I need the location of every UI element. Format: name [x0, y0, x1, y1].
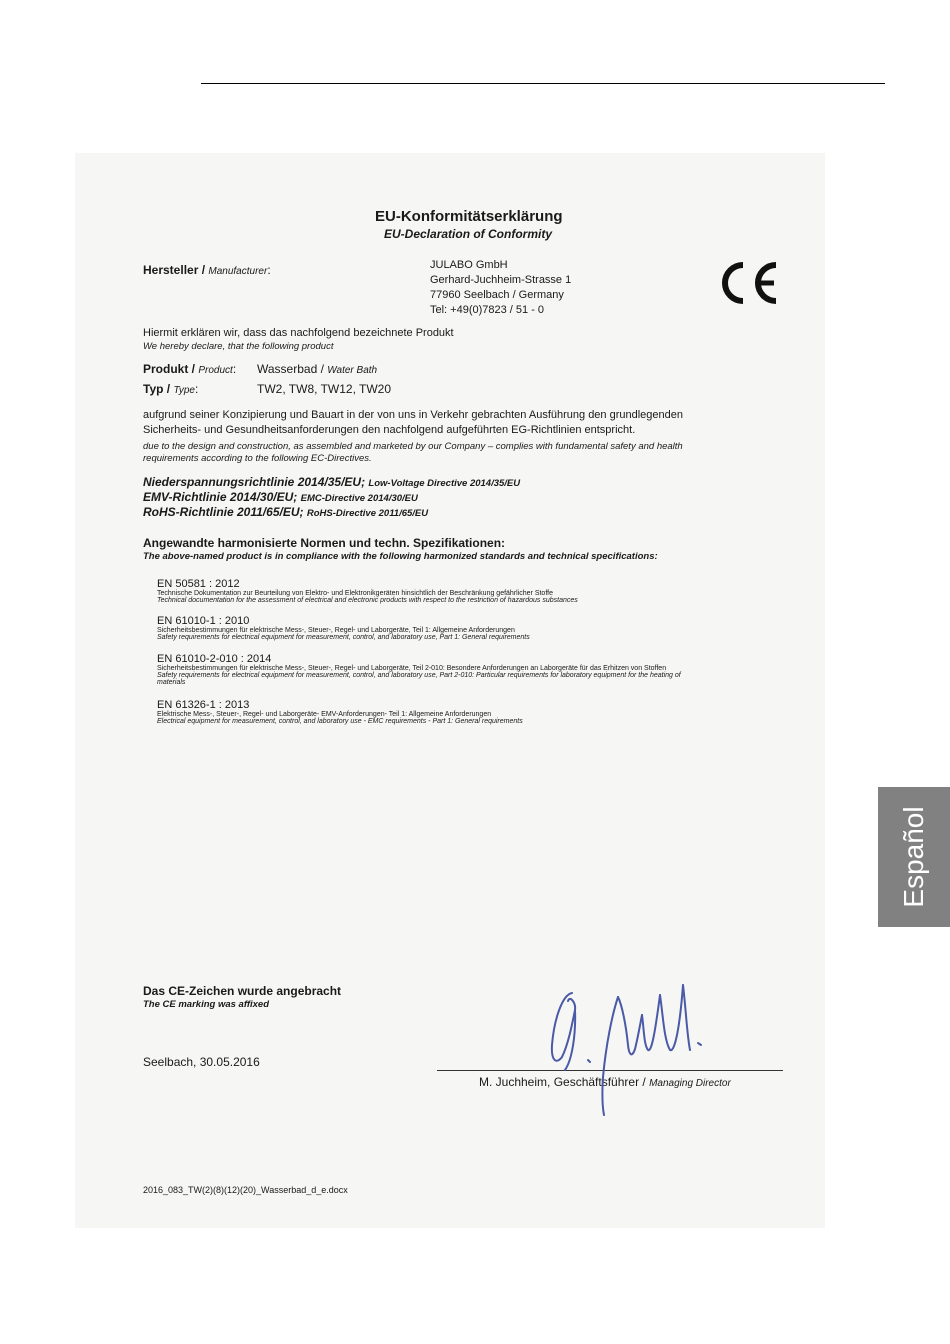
signatory: M. Juchheim, Geschäftsführer / Managing Director [479, 1075, 731, 1089]
directive-item: RoHS-Richtlinie 2011/65/EU; RoHS-Directive 2011/65/EU [143, 505, 429, 519]
directive-item: EMV-Richtlinie 2014/30/EU; EMC-Directive 2014/30/EU [143, 490, 418, 504]
ce-affixed-de: Das CE-Zeichen wurde angebracht [143, 984, 342, 998]
declare-de: Hiermit erklären wir, dass das nachfolgend bezeichnete Produkt [143, 327, 454, 339]
manufacturer-label: Hersteller / Manufacturer: [143, 263, 271, 277]
basis-de-line-1: aufgrund seiner Konzipierung und Bauart in der von uns in Verkehr gebrachten Ausführung den grundlegenden [143, 409, 683, 421]
page-title: EU-Konformitätserklärung [375, 208, 563, 225]
language-tab-label: Español [898, 806, 929, 908]
manufacturer-name: JULABO GmbH [430, 259, 508, 271]
basis-en-line-1: due to the design and construction, as assembled and marketed by our Company – complies with fundamental safety and health [143, 441, 683, 452]
directive-item: Niederspannungsrichtlinie 2014/35/EU; Low-Voltage Directive 2014/35/EU [143, 475, 521, 489]
standards-heading-en: The above-named product is in compliance with the following harmonized standards and technical specifications: [143, 551, 658, 562]
place-date: Seelbach, 30.05.2016 [143, 1055, 260, 1069]
manufacturer-street: Gerhard-Juchheim-Strasse 1 [430, 274, 572, 286]
standard-item: EN 61010-2-010 : 2014 Sicherheitsbestimmungen für elektrische Mess-, Steuer-, Regel- und Laborgeräte, Teil 2-010: Besondere Anforderungen an Laborgeräte für das Erhitzen von Stoffen Safety requirements for electrical equipment for measurement, control, and laboratory use, Part 2-010: Particular requirements for laboratory equipment for the heating of materials [157, 653, 681, 686]
product-value: Wasserbad / Water Bath [257, 362, 378, 376]
handwritten-signature [540, 965, 715, 1125]
manufacturer-city: 77960 Seelbach / Germany [430, 289, 564, 301]
page-subtitle: EU-Declaration of Conformity [384, 227, 553, 241]
ce-mark [714, 259, 780, 307]
manufacturer-phone: Tel: +49(0)7823 / 51 - 0 [430, 304, 545, 316]
basis-de-line-2: Sicherheits- und Gesundheitsanforderungen den nachfolgend aufgeführten EG-Richtlinien entspricht. [143, 424, 636, 436]
standard-item: EN 61010-1 : 2010 Sicherheitsbestimmungen für elektrische Mess-, Steuer-, Regel- und Laborgeräte, Teil 1: Allgemeine Anforderungen Safety requirements for electrical equipment for measurement, control, and laboratory use, Part 1: General requirements [157, 615, 530, 641]
standard-item: EN 50581 : 2012 Technische Dokumentation zur Beurteilung von Elektro- und Elektronikgeräten hinsichtlich der Beschränkung gefährlicher Stoffe Technical documentation for the assessment of electrical and electronic products with respect to the restriction of hazardous substances [157, 578, 578, 604]
manufacturer-address [430, 258, 571, 318]
ce-affixed-en: The CE marking was affixed [143, 999, 270, 1010]
type-value: TW2, TW8, TW12, TW20 [257, 382, 392, 396]
declare-en: We hereby declare, that the following product [143, 341, 334, 352]
basis-en-line-2: requirements according to the following EC-Directives. [143, 453, 372, 464]
standards-heading-de: Angewandte harmonisierte Normen und techn. Spezifikationen: [143, 536, 506, 550]
standard-item: EN 61326-1 : 2013 Elektrische Mess-, Steuer-, Regel- und Laborgeräte- EMV-Anforderungen- Teil 1: Allgemeine Anforderungen Electrical equipment for measurement, control, and laboratory use - EMC requirements - Part 1: General requirements [157, 699, 523, 725]
header-rule [201, 83, 885, 84]
file-name: 2016_083_TW(2)(8)(12)(20)_Wasserbad_d_e.docx [143, 1185, 348, 1195]
product-label: Produkt / Product: [143, 362, 237, 376]
type-label: Typ / Type: [143, 382, 199, 396]
language-tab [878, 787, 950, 927]
